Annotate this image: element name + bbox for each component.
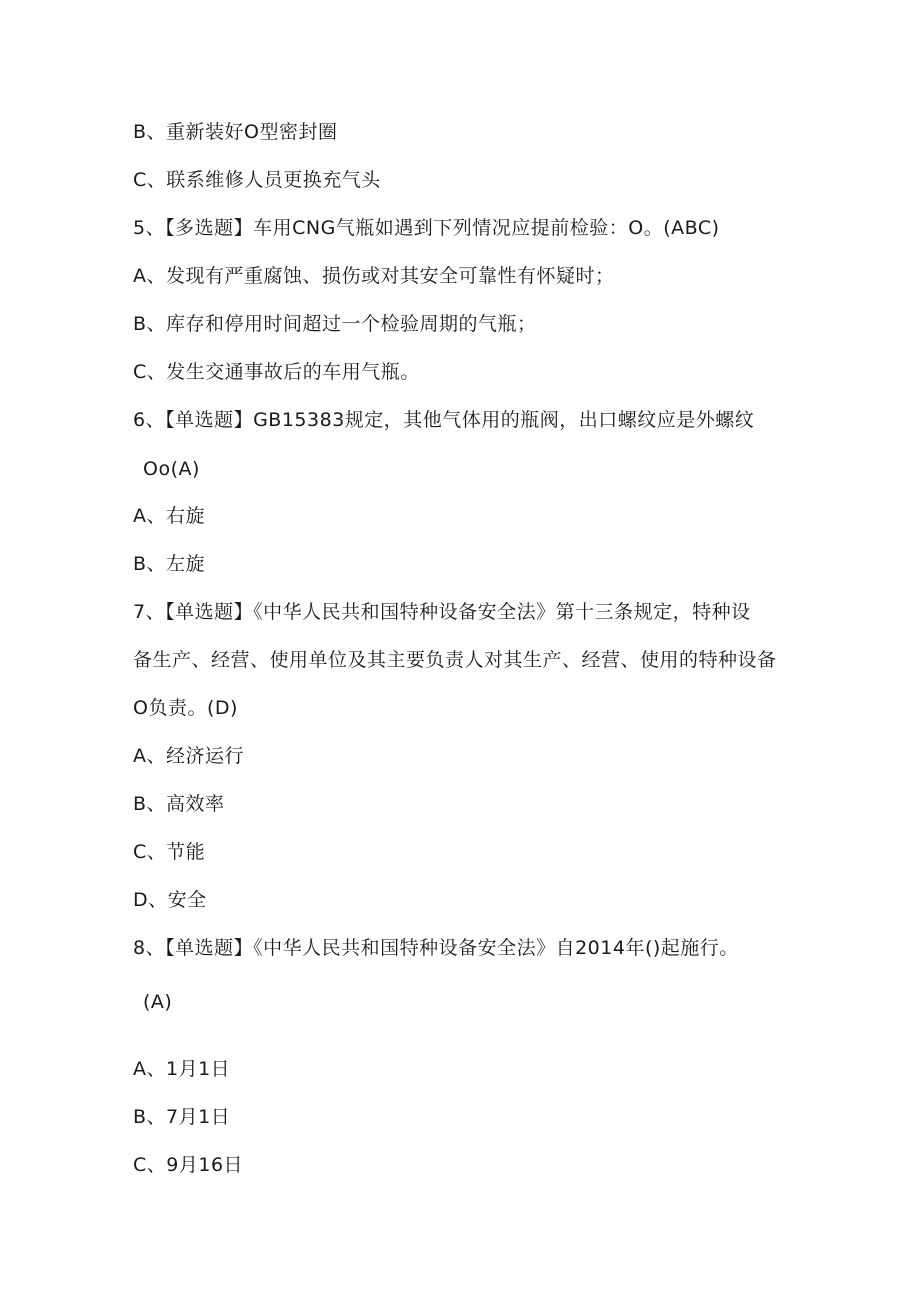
option-8-c: C、9月16日 (133, 1154, 244, 1176)
option-5-c: C、发生交通事故后的车用气瓶。 (133, 361, 420, 383)
option-7-a: A、经济运行 (133, 745, 244, 767)
question-8-answer: (A) (143, 991, 173, 1013)
question-7-answer: O负责。(D) (133, 697, 238, 719)
option-8-b: B、7月1日 (133, 1106, 231, 1128)
option-5-a: A、发现有严重腐蚀、损伤或对其安全可靠性有怀疑时； (133, 265, 615, 287)
question-6: 6、【单选题】GB15383规定，其他气体用的瓶阀，出口螺纹应是外螺纹 (133, 409, 755, 431)
option-7-b: B、高效率 (133, 793, 225, 815)
option-5-b: B、库存和停用时间超过一个检验周期的气瓶； (133, 313, 537, 335)
option-6-b: B、左旋 (133, 553, 206, 575)
question-7-continued: 备生产、经营、使用单位及其主要负责人对其生产、经营、使用的特种设备 (133, 649, 777, 671)
option-8-a: A、1月1日 (133, 1058, 231, 1080)
question-7: 7、【单选题】《中华人民共和国特种设备安全法》第十三条规定，特种设 (133, 601, 751, 623)
option-4-b: B、重新装好O型密封圈 (133, 121, 338, 143)
option-7-c: C、节能 (133, 841, 206, 863)
question-8: 8、【单选题】《中华人民共和国特种设备安全法》自2014年()起施行。 (133, 937, 739, 959)
option-7-d: D、安全 (133, 889, 207, 911)
question-5: 5、【多选题】车用CNG气瓶如遇到下列情况应提前检验：O。(ABC) (133, 217, 720, 239)
option-6-a: A、右旋 (133, 505, 205, 527)
option-4-c: C、联系维修人员更换充气头 (133, 169, 381, 191)
question-6-answer: Oo(A) (143, 458, 200, 480)
